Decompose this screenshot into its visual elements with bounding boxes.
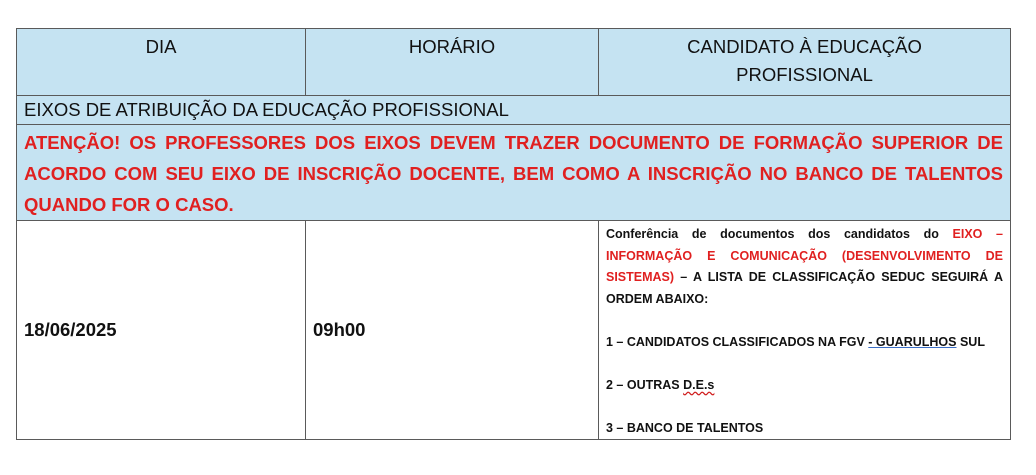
date-cell: 18/06/2025 <box>17 221 306 440</box>
eixos-row <box>17 96 1011 125</box>
header-candidato: CANDIDATO À EDUCAÇÃO PROFISSIONAL <box>599 29 1011 96</box>
eixos-title: EIXOS DE ATRIBUIÇÃO DA EDUCAÇÃO PROFISSIONAL <box>17 96 1011 125</box>
list-item-2 <box>606 375 1003 397</box>
intro-suffix: – A LISTA DE CLASSIFICAÇÃO SEDUC SEGUIRÁ A ORDEM ABAIXO: <box>606 270 1003 306</box>
item2-prefix: 2 – OUTRAS <box>606 377 684 392</box>
item1-prefix: 1 – CANDIDATOS CLASSIFICADOS NA FGV <box>606 334 869 349</box>
candidate-cell <box>599 221 1011 440</box>
atencao-notice: ATENÇÃO! OS PROFESSORES DOS EIXOS DEVEM TRAZER DOCUMENTO DE FORMAÇÃO SUPERIOR DE ACORDO COM SEU EIXO DE INSCRIÇÃO DOCENTE, BEM COMO A INSCRIÇÃO NO BANCO DE TALENTOS QUANDO FOR O CASO. <box>17 125 1011 221</box>
list-item-3: 3 – BANCO DE TALENTOS <box>606 420 764 435</box>
spacer <box>606 310 1003 332</box>
item1-guarulhos: - GUARULHOS <box>868 334 957 349</box>
header-dia: DIA <box>17 29 306 96</box>
intro-highlight: EIXO – INFORMAÇÃO E COMUNICAÇÃO (DESENVOLVIMENTO DE SISTEMAS) <box>606 227 1003 284</box>
time-cell: 09h00 <box>306 221 599 440</box>
intro-paragraph <box>606 224 1003 310</box>
item1-suffix: SUL <box>956 334 985 349</box>
header-horario: HORÁRIO <box>306 29 599 96</box>
table-row <box>17 221 1011 440</box>
schedule-table <box>16 28 1011 440</box>
intro-prefix: Conferência de documentos dos candidatos do <box>606 227 953 241</box>
spacer <box>606 396 1003 418</box>
header-row <box>17 29 1011 96</box>
spacer <box>606 353 1003 375</box>
atencao-row <box>17 125 1011 221</box>
list-item-1 <box>606 332 1003 354</box>
item2-des: D.E.s <box>683 377 715 392</box>
